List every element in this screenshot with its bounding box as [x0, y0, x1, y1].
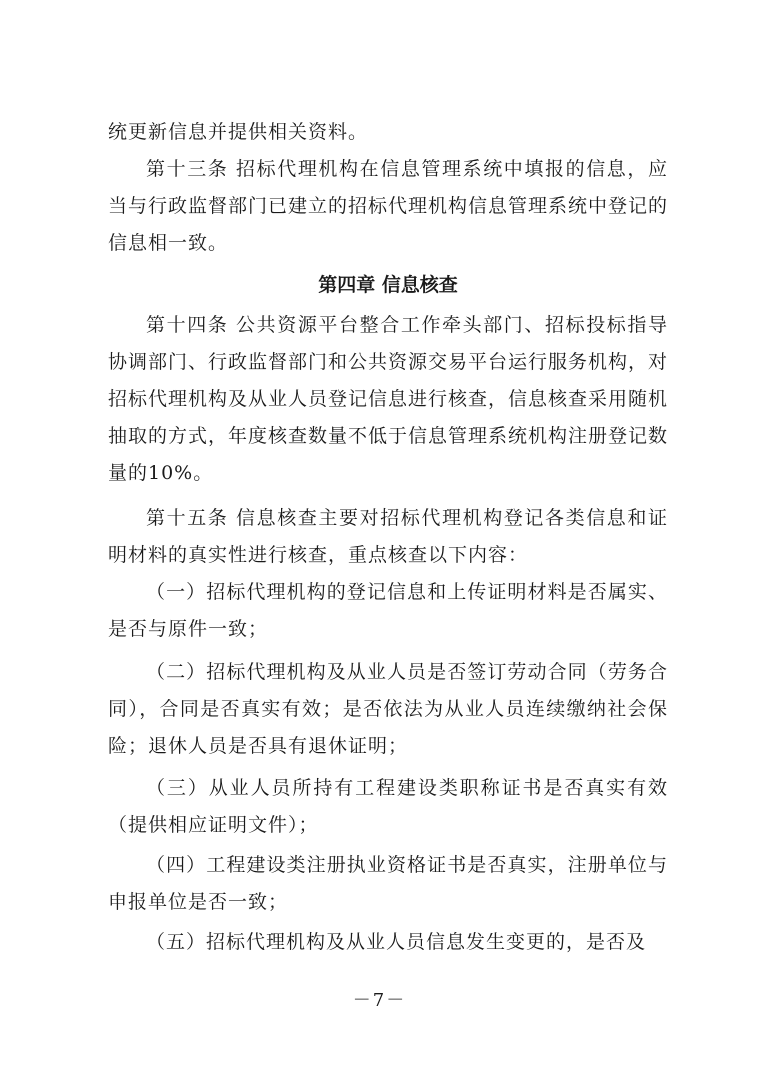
article-15-paragraph: 第十五条 信息核查主要对招标代理机构登记各类信息和证明材料的真实性进行核查，重点核查以下内容：: [108, 507, 668, 566]
item-2-paragraph: （二）招标代理机构及从业人员是否签订劳动合同（劳务合同），合同是否真实有效；是否依法为从业人员连续缴纳社会保险；退休人员是否具有退休证明；: [108, 661, 668, 757]
article-13-paragraph: 第十三条 招标代理机构在信息管理系统中填报的信息，应当与行政监督部门已建立的招标代理机构信息管理系统中登记的信息相一致。: [108, 158, 669, 254]
item-4-paragraph: （四）工程建设类注册执业资格证书是否真实，注册单位与申报单位是否一致；: [108, 854, 668, 913]
item-3-paragraph: （三）从业人员所持有工程建设类职称证书是否真实有效（提供相应证明文件）；: [108, 777, 668, 836]
chapter-heading: 第四章 信息核查: [318, 274, 458, 296]
article-14-paragraph: 第十四条 公共资源平台整合工作牵头部门、招标投标指导协调部门、行政监督部门和公共资源交易平台运行服务机构，对招标代理机构及从业人员登记信息进行核查，信息核查采用随机抽取的方式，年度核查数量不低于信息管理系统机构注册登记数量的10%。: [108, 314, 669, 484]
item-1-paragraph: （一）招标代理机构的登记信息和上传证明材料是否属实、是否与原件一致；: [108, 581, 668, 640]
page-number: －7－: [352, 990, 407, 1011]
item-5-paragraph: （五）招标代理机构及从业人员信息发生变更的，是否及: [146, 931, 647, 953]
paragraph-continuation: 统更新信息并提供相关资料。: [108, 121, 369, 143]
